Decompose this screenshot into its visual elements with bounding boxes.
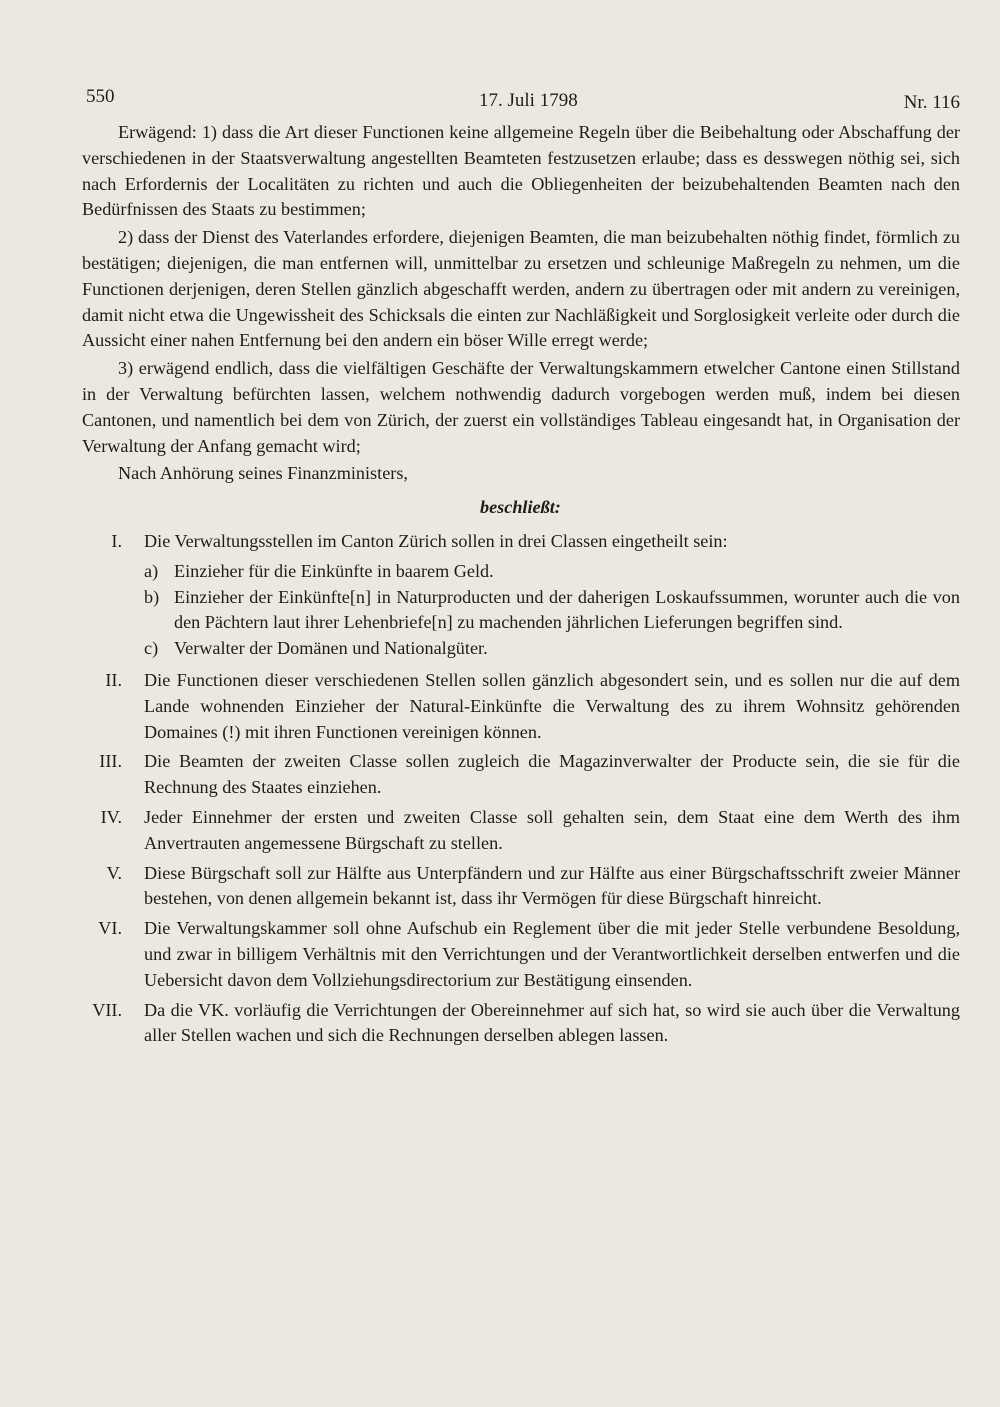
article-iii [82,749,960,801]
article-number: III. [99,751,122,772]
document-number: Nr. 116 [903,92,960,113]
paragraph-considering-2: 2) dass der Dienst des Vaterlandes erfordere, diejenigen Beamten, die man beizubehalten nöthig findet, förmlich zu bestätigen; diejenigen, die man entfernen will, unmittelbar zu ersetzen und schleunige Maßregeln zu nehmen, um die Functionen derjenigen, deren Stellen gänzlich abgeschafft werden, andern zu übertragen oder mit andern zu vereinigen, damit nicht etwa die Ungewissheit des Schicksals die einten zur Nachläßigkeit und Sorglosigkeit verleite oder durch die Aussicht einer nahen Entfernung bei den andern ein böser Wille erregt werde; [82,227,960,351]
document-date: 17. Juli 1798 [479,90,578,111]
article-text: Die Functionen dieser verschiedenen Stellen sollen gänzlich abgesondert sein, und es sollen nur die auf dem Lande wohnenden Einzieher der Natural-Einkünfte die Verwaltung des zu ihrem Wohnsitz gehörenden Domaines (!) mit ihren Functionen vereinigen können. [144,669,960,742]
subitem-label: a) [144,560,159,581]
subitem-text: Verwalter der Domänen und Nationalgüter. [174,638,488,659]
article-number: I. [111,530,122,551]
article-vi [82,916,960,993]
article-ii [82,668,960,745]
paragraph-considering-1: Erwägend: 1) dass die Art dieser Functionen keine allgemeine Regeln über die Beibehaltung oder Abschaffung der verschiedenen in der Staatsverwaltung angestellten Beamteten festzusetzen erlaube; dass es desswegen nöthig sei, sich nach Erfordernis der Localitäten zu richten und auch die Obliegenheiten der beizubehaltenden Beamten nach den Bedürfnissen des Staats zu bestimmen; [82,122,960,220]
article-number: VI. [98,918,122,939]
article-text: Jeder Einnehmer der ersten und zweiten Classe soll gehalten sein, dem Staat eine dem Werth des ihm Anvertrauten angemessene Bürgschaft zu stellen. [144,806,960,853]
subitem-label: b) [144,586,160,607]
subitem-text: Einzieher der Einkünfte[n] in Naturproducten und der daherigen Loskaufssummen, worunter auch die von den Pächtern laut ihrer Lehenbriefe[n] zu machenden jährlichen Lieferungen begriffen sind. [174,586,960,633]
article-iv [82,805,960,857]
subitem-a [82,559,960,585]
article-vii [82,998,960,1050]
article-text: Die Verwaltungskammer soll ohne Aufschub ein Reglement über die mit jeder Stelle verbundene Besoldung, und zwar in billigem Verhältnis mit den Verrichtungen und der Verantwortlichkeit derselben entwerfen und die Uebersicht davon dem Vollziehungsdirectorium zur Bestätigung einsenden. [144,918,960,990]
paragraph-considering-3: 3) erwägend endlich, dass die vielfältigen Geschäfte der Verwaltungskammern etwelcher Cantone einen Stillstand in der Verwaltung befürchten lassen, welchem nothwendig dadurch vorgebogen werden muß, indem bei diesen Cantonen, und namentlich bei dem von Zürich, der zuerst ein vollständiges Tableau eingesandt hat, in Organisation der Verwaltung der Anfang gemacht wird; [82,358,960,456]
article-text: Die Verwaltungsstellen im Canton Zürich sollen in drei Classen eingetheilt sein: [144,530,728,551]
subitem-c [82,636,960,662]
subitem-b [82,585,960,637]
article-text: Da die VK. vorläufig die Verrichtungen der Obereinnehmer auf sich hat, so wird sie auch über die Verwaltung aller Stellen wachen und sich die Rechnungen derselben ablegen lassen. [144,999,960,1046]
article-text: Die Beamten der zweiten Classe sollen zugleich die Magazinverwalter der Producte sein, die sie für die Rechnung des Staates einziehen. [144,751,960,798]
paragraph-hearing: Nach Anhörung seines Finanzministers, [118,463,408,484]
article-v [82,861,960,913]
document-body [82,120,960,1053]
article-number: V. [106,862,122,883]
subitem-label: c) [144,638,159,659]
article-number: II. [105,669,122,690]
subitem-text: Einzieher für die Einkünfte in baarem Geld. [174,560,494,581]
article-i [82,529,960,555]
article-number: IV. [100,806,122,827]
article-number: VII. [92,999,122,1020]
decision-heading: beschließt: [480,497,561,518]
article-text: Diese Bürgschaft soll zur Hälfte aus Unterpfändern und zur Hälfte aus einer Bürgschaftsschrift zweier Männer bestehen, von denen allgemein bekannt ist, dass ihr Vermögen für diese Bürgschaft hinreicht. [144,862,960,909]
page-header [86,86,960,116]
page-number: 550 [86,86,115,107]
